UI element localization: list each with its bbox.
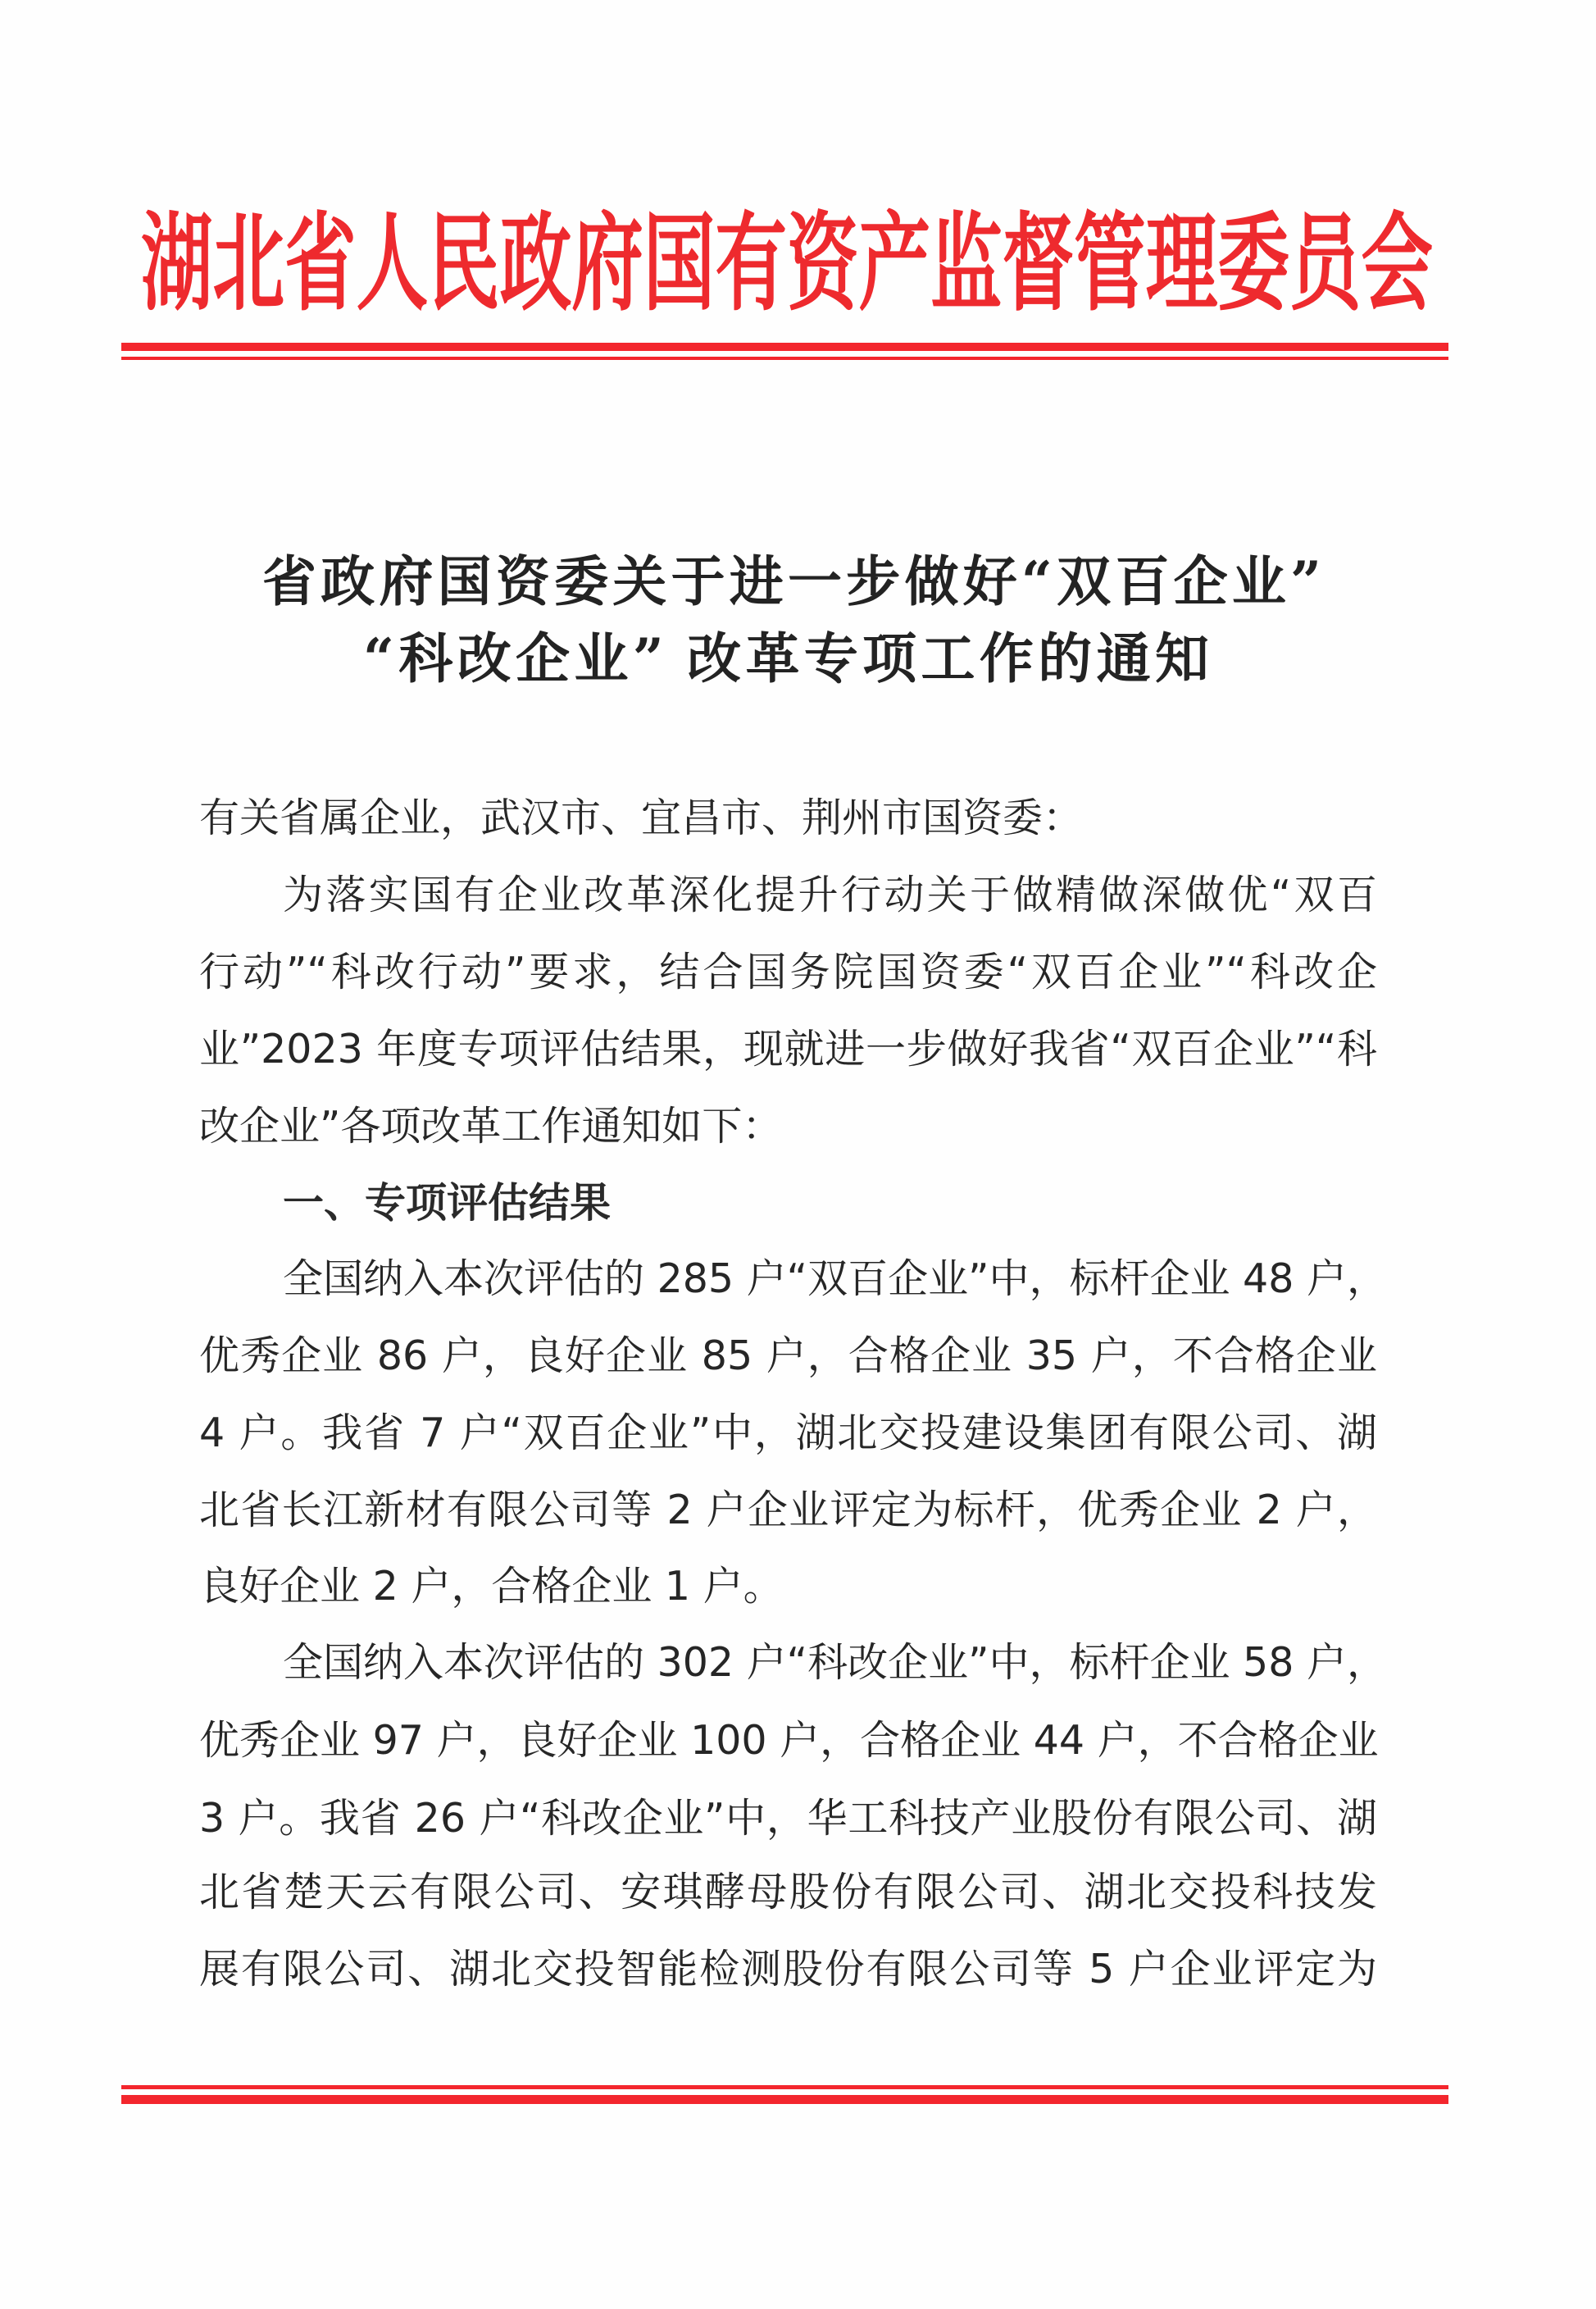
shuangbai-line: 优秀企业 86 户，良好企业 85 户，合格企业 35 户，不合格企业 (199, 1332, 1377, 1379)
intro-line: 改企业”各项改革工作通知如下： (199, 1103, 783, 1150)
letterhead-org-name (141, 200, 1434, 326)
shuangbai-line: 4 户。我省 7 户“双百企业”中，湖北交投建设集团有限公司、湖 (199, 1410, 1377, 1456)
kegai-line: 展有限公司、湖北交投智能检测股份有限公司等 5 户企业评定为 (199, 1946, 1377, 1992)
kegai-line: 北省楚天云有限公司、安琪酵母股份有限公司、湖北交投科技发 (199, 1869, 1377, 1915)
intro-line: 行动”“科改行动”要求，结合国务院国资委“双百企业”“科改企 (199, 949, 1377, 995)
letterhead-red-rule-thick (121, 343, 1448, 351)
shuangbai-line: 全国纳入本次评估的 285 户“双百企业”中，标杆企业 48 户， (283, 1255, 1387, 1302)
document-title-line-1: 省政府国资委关于进一步做好“双百企业” (262, 549, 1321, 613)
kegai-line: 优秀企业 97 户，良好企业 100 户，合格企业 44 户，不合格企业 (199, 1717, 1379, 1764)
shuangbai-line: 良好企业 2 户，合格企业 1 户。 (199, 1563, 784, 1610)
footer-red-rule-thick (121, 2095, 1448, 2104)
letterhead-red-rule-thin (121, 357, 1448, 360)
kegai-line: 全国纳入本次评估的 302 户“科改企业”中，标杆企业 58 户， (283, 1639, 1387, 1686)
shuangbai-line: 北省长江新材有限公司等 2 户企业评定为标杆，优秀企业 2 户， (199, 1487, 1377, 1533)
document-title-line-2: “科改企业” 改革专项工作的通知 (363, 626, 1209, 690)
addressee: 有关省属企业，武汉市、宜昌市、荆州市国资委： (199, 795, 1084, 841)
intro-line: 为落实国有企业改革深化提升行动关于做精做深做优“双百 (283, 872, 1377, 918)
footer-red-rule-thin (121, 2085, 1448, 2089)
section-heading: 一、专项评估结果 (283, 1179, 611, 1227)
org-name-text: 湖北省人民政府国有资产监督管理委员会 (141, 200, 1434, 326)
intro-line: 业”2023 年度专项评估结果，现就进一步做好我省“双百企业”“科 (199, 1026, 1377, 1073)
kegai-line: 3 户。我省 26 户“科改企业”中，华工科技产业股份有限公司、湖 (199, 1795, 1377, 1842)
